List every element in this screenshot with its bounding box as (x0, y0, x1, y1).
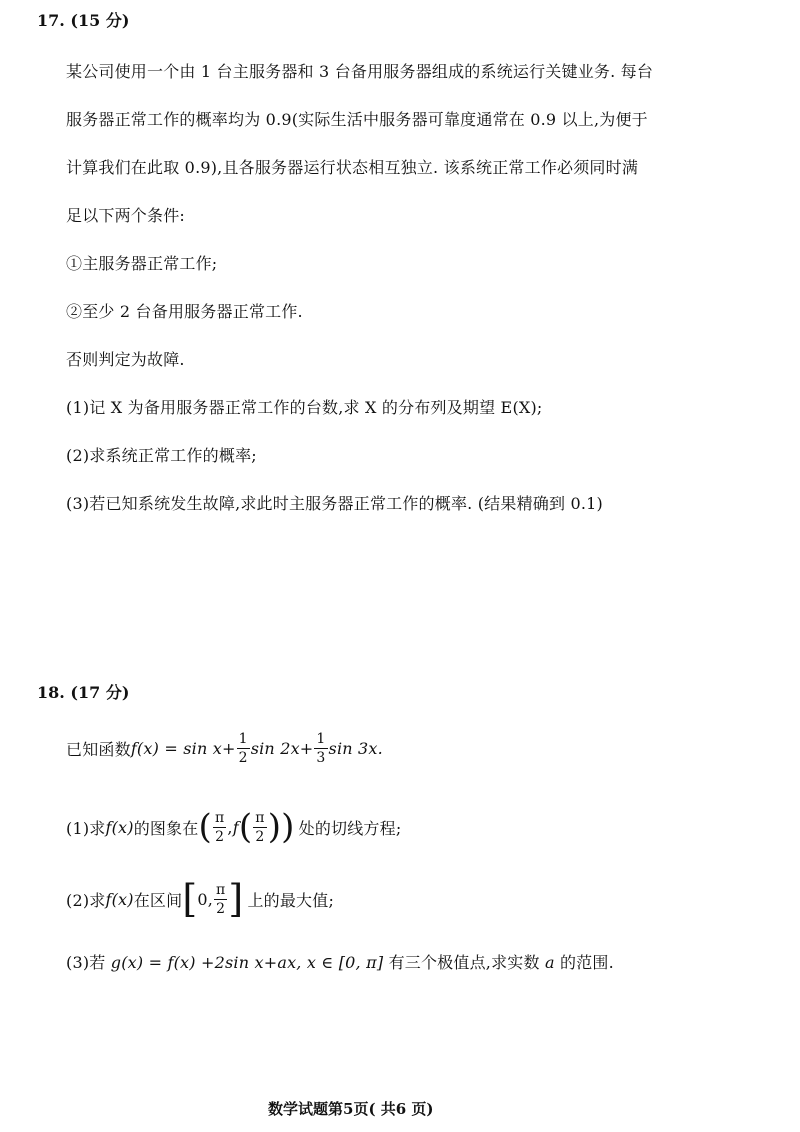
q17-heading: 17. (15 分) (37, 11, 130, 30)
q18-p1-fx: f(x) (105, 817, 134, 837)
fraction-denominator: 3 (316, 749, 326, 766)
fraction-numerator: π (216, 881, 226, 898)
q18-p1-suffix: 处的切线方程; (298, 818, 402, 838)
q18-intro-label: 已知函数 (66, 739, 131, 759)
q17-part-1: (1)记 X 为备用服务器正常工作的台数,求 X 的分布列及期望 E(X); (66, 398, 543, 417)
fraction-denominator: 2 (215, 828, 225, 845)
q18-p2-prefix: (2)求 (66, 890, 106, 910)
q18-part-3 (66, 950, 614, 973)
q17-line-3: 计算我们在此取 0.9),且各服务器运行状态相互独立. 该系统正常工作必须同时满 (66, 158, 639, 177)
fraction-numerator: 1 (238, 730, 248, 747)
q17-condition-2: ②至少 2 台备用服务器正常工作. (66, 302, 303, 321)
paren-close-inner: ) (267, 807, 282, 847)
q18-part-1 (66, 804, 401, 850)
paren-close: ) (281, 807, 295, 847)
q18-sin3x: sin 3x. (328, 738, 383, 758)
q18-p3-prefix: (3)若 (66, 953, 106, 972)
paren-open-inner: ( (238, 807, 253, 847)
fraction-numerator: π (214, 809, 225, 826)
q18-p1-comma: , (227, 817, 233, 837)
q18-p3-mid: 有三个极值点,求实数 (388, 953, 540, 972)
q17-line-1: 某公司使用一个由 1 台主服务器和 3 台备用服务器组成的系统运行关键业务. 每台 (66, 62, 654, 81)
fraction-denominator: 2 (216, 900, 226, 917)
bracket-close: ] (228, 877, 244, 921)
q17-part-3: (3)若已知系统发生故障,求此时主服务器正常工作的概率. (结果精确到 0.1) (66, 494, 603, 513)
fraction-denominator: 2 (255, 828, 265, 845)
q18-p2-interval-start: 0, (197, 889, 214, 909)
fraction-pi-half (213, 811, 226, 844)
q18-part-2 (66, 876, 334, 922)
q17-fault-note: 否则判定为故障. (66, 350, 185, 369)
q18-f-lhs: f(x) = sin x+ (130, 738, 236, 758)
q18-p3-suffix: 的范围. (560, 953, 614, 972)
fraction-numerator: π (255, 809, 265, 826)
fraction-one-third (314, 732, 327, 765)
fraction-one-half (237, 732, 250, 765)
page-footer: 数学试题第5页( 共6 页) (268, 1100, 434, 1118)
q17-part-2: (2)求系统正常工作的概率; (66, 446, 257, 465)
fraction-pi-half-interval (214, 883, 227, 916)
q18-p2-suffix: 上的最大值; (247, 890, 335, 910)
q18-p3-gx: g(x) = f(x) +2sin x+ax, x ∈ [0, π] (110, 953, 384, 972)
q18-p2-mid: 在区间 (133, 890, 183, 910)
bracket-open: [ (182, 877, 198, 921)
q18-p1-f: f (232, 817, 239, 837)
q18-p3-a: a (544, 953, 555, 972)
q18-p1-mid: 的图象在 (133, 818, 199, 838)
q17-condition-1: ①主服务器正常工作; (66, 254, 218, 273)
fraction-denominator: 2 (238, 749, 248, 766)
q18-p1-prefix: (1)求 (66, 818, 106, 838)
q18-function-definition (66, 728, 383, 768)
fraction-pi-half-inner (253, 811, 266, 844)
paren-open: ( (198, 807, 212, 847)
q18-p2-fx: f(x) (105, 889, 134, 909)
q17-line-2: 服务器正常工作的概率均为 0.9(实际生活中服务器可靠度通常在 0.9 以上,为便于 (66, 110, 648, 129)
q18-sin2x: sin 2x+ (250, 738, 314, 758)
q18-heading: 18. (17 分) (37, 683, 130, 702)
q17-line-4: 足以下两个条件: (66, 206, 185, 225)
fraction-numerator: 1 (316, 730, 326, 747)
